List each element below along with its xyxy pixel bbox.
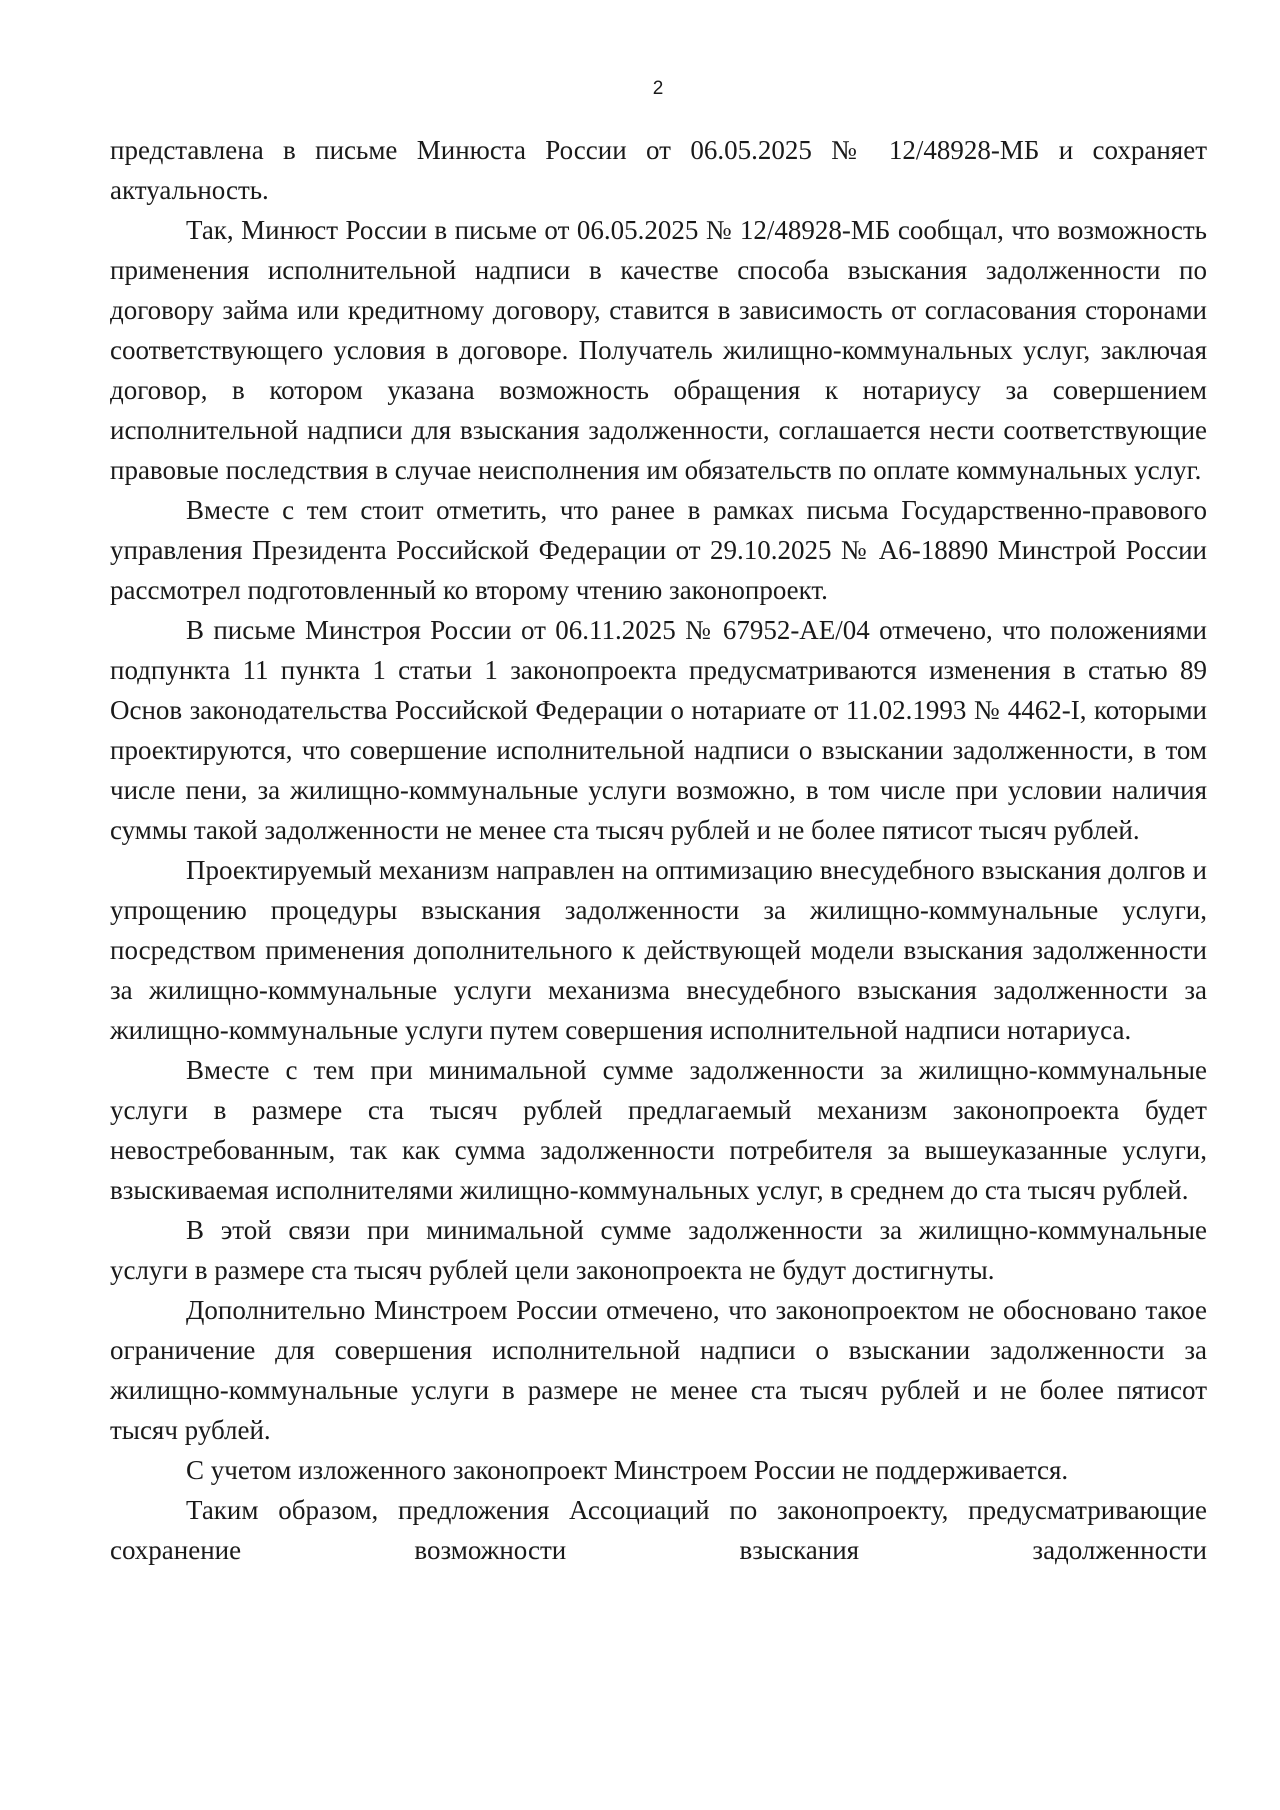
- paragraph: С учетом изложенного законопроект Минстроем России не поддерживается.: [186, 1455, 1069, 1485]
- paragraph: В этой связи при минимальной сумме задолженности за жилищно-коммунальные услуги в размере ста тысяч рублей цели законопроекта не будут достигнуты.: [110, 1215, 1207, 1285]
- paragraph: Так, Минюст России в письме от 06.05.2025 № 12/48928-МБ сообщал, что возможность применения исполнительной надписи в качестве способа взыскания задолженности по договору займа или кредитному договору, ставится в зависимость от согласования сторонами соответствующего условия в договоре. Получатель жилищно-коммунальных услуг, заключая договор, в котором указана возможность обращения к нотариусу за совершением исполнительной надписи для взыскания задолженности, соглашается нести соответствующие правовые последствия в случае неисполнения им обязательств по оплате коммунальных услуг.: [110, 215, 1207, 485]
- paragraph: Дополнительно Минстроем России отмечено, что законопроектом не обосновано такое ограничение для совершения исполнительной надписи о взыскании задолженности за жилищно-коммунальные услуги в размере не менее ста тысяч рублей и не более пятисот тысяч рублей.: [110, 1295, 1207, 1445]
- page-number: 2: [652, 78, 664, 99]
- document-body: [110, 130, 1207, 1570]
- paragraph-truncated: Таким образом, предложения Ассоциаций по законопроекту, предусматривающие сохранение возможности взыскания задолженности: [110, 1495, 1207, 1565]
- paragraph: Вместе с тем стоит отметить, что ранее в рамках письма Государственно-правового управления Президента Российской Федерации от 29.10.2025 № А6-18890 Минстрой России рассмотрел подготовленный ко второму чтению законопроект.: [110, 495, 1207, 605]
- paragraph: Проектируемый механизм направлен на оптимизацию внесудебного взыскания долгов и упрощению процедуры взыскания задолженности за жилищно-коммунальные услуги, посредством применения дополнительного к действующей модели взыскания задолженности за жилищно-коммунальные услуги механизма внесудебного взыскания задолженности за жилищно-коммунальные услуги путем совершения исполнительной надписи нотариуса.: [110, 855, 1207, 1045]
- paragraph: Вместе с тем при минимальной сумме задолженности за жилищно-коммунальные услуги в размере ста тысяч рублей предлагаемый механизм законопроекта будет невостребованным, так как сумма задолженности потребителя за вышеуказанные услуги, взыскиваемая исполнителями жилищно-коммунальных услуг, в среднем до ста тысяч рублей.: [110, 1055, 1207, 1205]
- paragraph: В письме Минстроя России от 06.11.2025 № 67952-АЕ/04 отмечено, что положениями подпункта 11 пункта 1 статьи 1 законопроекта предусматриваются изменения в статью 89 Основ законодательства Российской Федерации о нотариате от 11.02.1993 № 4462-I, которыми проектируются, что совершение исполнительной надписи о взыскании задолженности, в том числе пени, за жилищно-коммунальные услуги возможно, в том числе при условии наличия суммы такой задолженности не менее ста тысяч рублей и не более пятисот тысяч рублей.: [110, 615, 1207, 845]
- paragraph-continuation: представлена в письме Минюста России от 06.05.2025 № 12/48928-МБ и сохраняет актуальность.: [110, 135, 1207, 205]
